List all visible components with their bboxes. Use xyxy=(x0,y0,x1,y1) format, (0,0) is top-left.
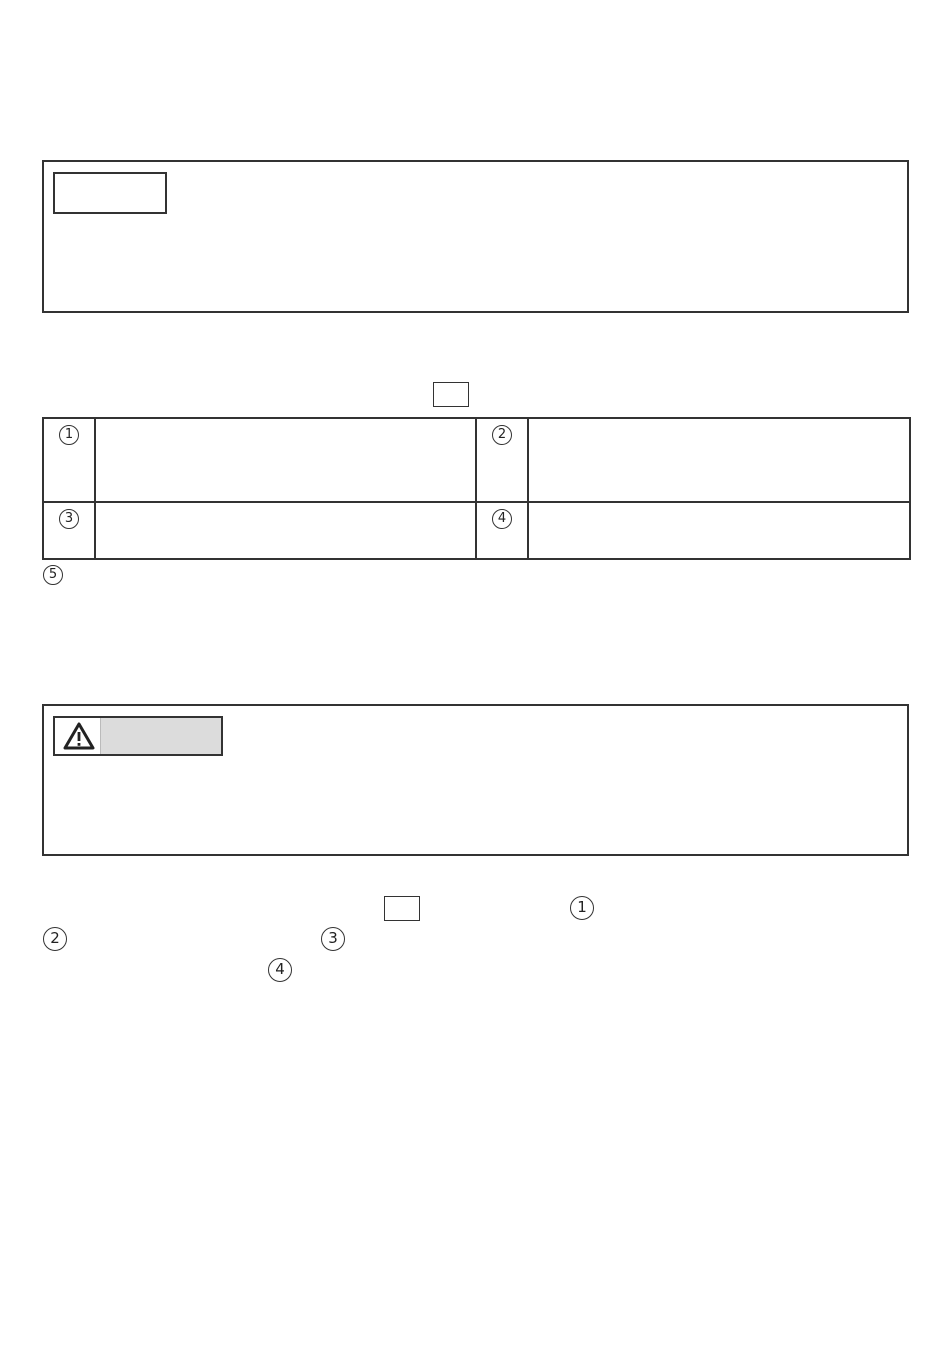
warning-label xyxy=(53,716,223,756)
legend-text-cell xyxy=(95,502,476,559)
body-callout-2: 2 xyxy=(43,927,67,951)
body-callout-3: 3 xyxy=(321,927,345,951)
legend-num-cell xyxy=(43,418,95,502)
callout-2: 2 xyxy=(492,425,512,445)
legend-num-cell xyxy=(476,502,528,559)
legend-text-cell xyxy=(95,418,476,502)
warning-triangle-icon xyxy=(63,722,95,750)
legend-text-cell xyxy=(528,502,910,559)
notice-label xyxy=(53,172,167,214)
warning-box xyxy=(42,704,909,856)
callout-3: 3 xyxy=(59,509,79,529)
figure-ref-box xyxy=(433,382,469,407)
callout-4: 4 xyxy=(492,509,512,529)
callout-5: 5 xyxy=(43,565,63,585)
body-callout-4: 4 xyxy=(268,958,292,982)
figure-ref-box-2 xyxy=(384,896,420,921)
legend-row xyxy=(43,502,910,559)
warning-icon-cell xyxy=(55,718,101,754)
legend-row xyxy=(43,418,910,502)
legend-num-cell xyxy=(43,502,95,559)
legend-num-cell xyxy=(476,418,528,502)
legend-text-cell xyxy=(528,418,910,502)
body-callout-1: 1 xyxy=(570,896,594,920)
legend-table xyxy=(42,417,911,560)
callout-1: 1 xyxy=(59,425,79,445)
notice-box xyxy=(42,160,909,313)
